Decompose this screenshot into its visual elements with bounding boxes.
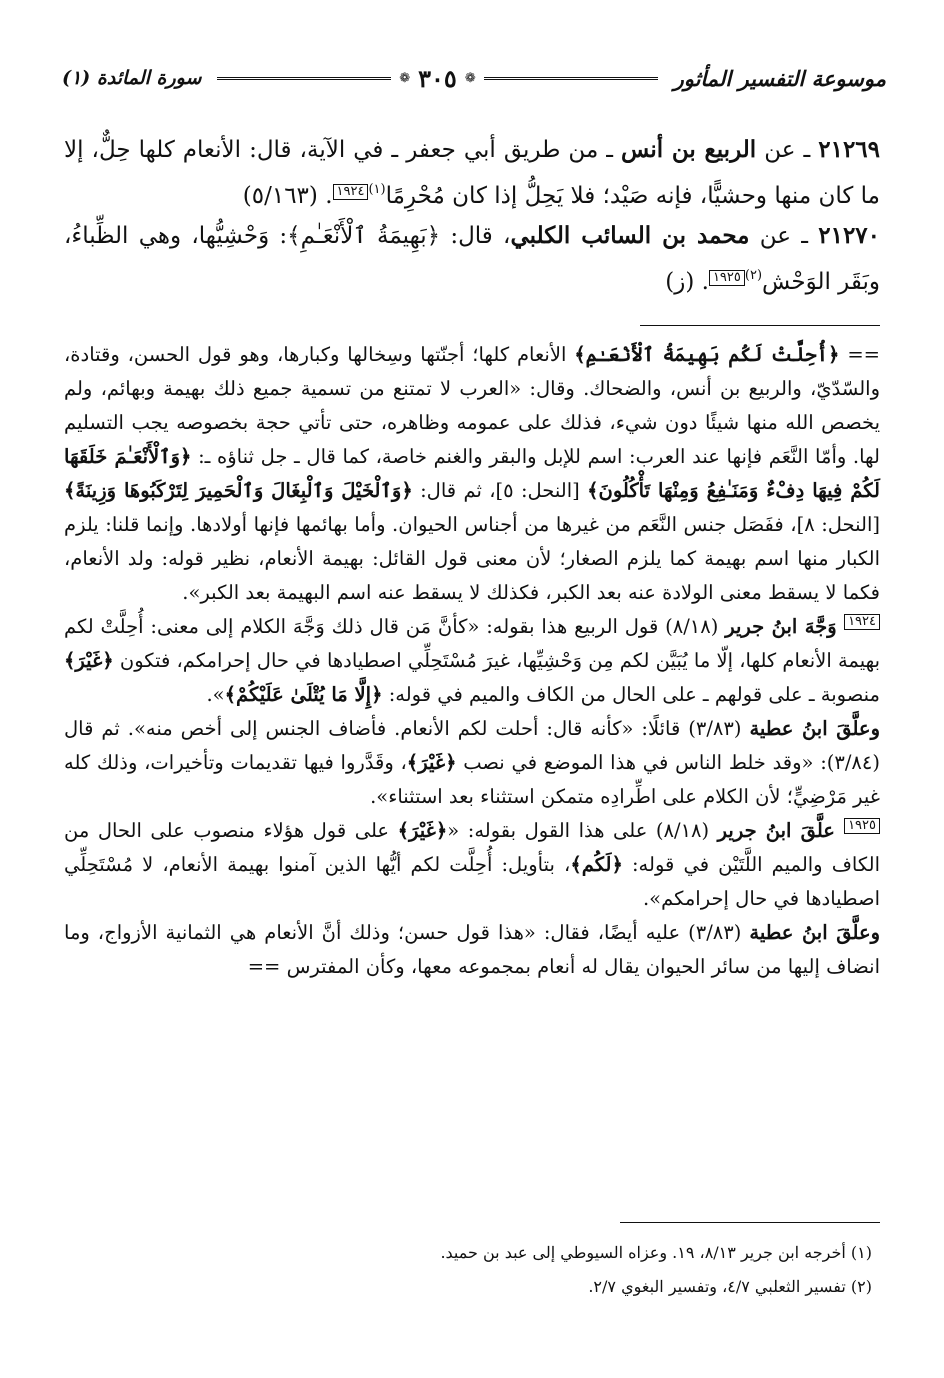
scholar-name: وَجَّهَ ابنُ جرير (725, 615, 845, 638)
entry-number: ٢١٢٦٩ (818, 136, 881, 163)
note-paragraph (64, 814, 880, 916)
note-paragraph (64, 916, 880, 984)
surah-title: سورة المائدة (١) (62, 67, 202, 89)
entry-text: ـ عن (749, 223, 808, 249)
ornament-icon: ❁ (399, 70, 411, 86)
athar-entry (64, 216, 880, 302)
note-text: (٣/٨٣) قائلًا: «كأنه قال: أحلت لكم الأنعام. فأضاف الجنس إلى أخص منه». ثم قال (٣/٨٤): «وقد خلط الناس في هذا الموضع في نصب (64, 717, 880, 774)
continuation-mark: == (839, 343, 880, 366)
quran-quote: ﴿أُحِلَّتْ لَكُم بَهِيمَةُ ٱلْأَنْعَـٰمِ﴾ (574, 343, 840, 366)
quran-quote: ﴿وَٱلْخَيْلَ وَٱلْبِغَالَ وَٱلْحَمِيرَ لِتَرْكَبُوهَا وَزِينَةً﴾ (64, 479, 413, 502)
note-box-label: ١٩٢٥ (844, 818, 880, 834)
footnotes (64, 1236, 872, 1304)
note-text: منصوبة ـ على قولهم ـ على الحال من الكاف والميم في قوله: (382, 683, 880, 706)
page-number: ٣٠٥ (418, 63, 457, 93)
main-text (64, 130, 880, 302)
quran-quote: ﴿غَيْرَ﴾ (64, 649, 114, 672)
note-box-label: ١٩٢٤ (844, 614, 880, 630)
quran-quote: ﴿غَيْرَ﴾ (397, 819, 448, 842)
quran-quote: ﴿غَيْرَ﴾ (406, 751, 457, 774)
entry-text: ، قال: ﴿بَهِيمَةُ ٱلْأَنْعَـٰمِ﴾: وَحْشِيُّها، وهي الظِّباءُ، وبَقَر الوَحْش (64, 223, 880, 295)
note-paragraph (64, 712, 880, 814)
note-text: ». (206, 683, 225, 706)
ornament-icon: ❁ (464, 70, 476, 86)
footnote-ref[interactable]: (١) (368, 182, 386, 197)
note-text: [النحل: ٥]، ثم قال: (412, 479, 588, 502)
quran-quote: ﴿لَكُم﴾ (570, 853, 623, 876)
entry-text: ـ من طريق أبي جعفر ـ في الآية، قال: الأنعام كلها حِلٌّ، إلا ما كان منها وحشيًّا، فإنه صَيْد؛ فلا يَحِلُّ إذا كان مُحْرِمًا (64, 137, 880, 209)
narrator-name: الربيع بن أنس (621, 136, 757, 163)
footnote-divider (620, 1222, 880, 1223)
entry-source: . (ز) (665, 269, 709, 295)
note-text: (٨/١٨) على هذا القول بقوله: « (447, 819, 718, 842)
narrator-name: محمد بن السائب الكلبي (510, 222, 750, 249)
entry-text: ـ عن (756, 137, 811, 163)
quran-quote: ﴿إِلَّا مَا يُتْلَىٰ عَلَيْكُمْ﴾ (224, 683, 383, 706)
scholar-name: وعلَّقَ ابنُ عطية (749, 921, 880, 944)
book-title: موسوعة التفسير المأثور (673, 65, 886, 91)
footnote-item: (١) أخرجه ابن جرير ٨/١٣، ١٩. وعزاه السيوطي إلى عبد بن حميد. (440, 1243, 872, 1262)
header-rule (217, 64, 657, 93)
footnote-item: (٢) تفسير الثعلبي ٤/٧، وتفسير البغوي ٢/٧. (588, 1277, 872, 1296)
note-box-ref[interactable]: ١٩٢٥ (709, 270, 745, 286)
footnote-ref[interactable]: (٢) (744, 268, 763, 283)
note-text: (٣/٨٣) عليه أيضًا، فقال: «هذا قول حسن؛ وذلك أنَّ الأنعام هي الثمانية الأزواج، وما انضاف إليها من سائر الحيوان يقال له أنعام بمجموعه معها، وكأن المفترس == (64, 921, 880, 978)
page-header (62, 58, 886, 98)
header-line-left (217, 77, 391, 80)
note-text: (٨/١٨) قول الربيع هذا بقوله: «كأنَّ مَن قال ذلك وَجَّهَ الكلام إلى معنى: أُحِلَّتْ لكم بهيمة الأنعام كلها، إلّا ما يُبَيَّن لكم مِن وَحْشِيِّها، غيرَ مُسْتَحِلِّي اصطيادها في حال إحرامكم، فتكون (64, 615, 880, 672)
commentary-notes (64, 338, 880, 984)
header-line-right (484, 77, 658, 80)
note-box-ref[interactable]: ١٩٢٤ (333, 184, 369, 200)
note-text: ، بتأويل: أُحِلَّت لكم أيُّها الذين آمنوا بهيمة الأنعام، لا مُسْتَحِلِّي اصطيادها في حال إحرامكم». (64, 853, 880, 910)
athar-entry (64, 130, 880, 216)
section-divider (640, 325, 880, 326)
quran-quote: ﴿وَٱلْأَنْعَـٰمَ خَلَقَهَا لَكُمْ فِيهَا دِفْءٌ وَمَنَـٰفِعُ وَمِنْهَا تَأْكُلُونَ﴾ (64, 445, 880, 502)
note-text: ، وقَدَّروا فيها تقديمات وتأخيرات، وذلك كله غير مَرْضِيٍّ؛ لأن الكلام على اطِّرادِه متمكن استثناء بعد استثناء». (64, 751, 880, 808)
entry-number: ٢١٢٧٠ (818, 222, 881, 249)
note-paragraph (64, 610, 880, 712)
note-text: على قول هؤلاء منصوب على الحال من الكاف والميم اللَّتَيْن في قوله: (64, 819, 880, 876)
note-text: الأنعام كلها؛ أجنّتها وسِخالها وكبارها، وهو قول الحسن، وقتادة، والسّدّيّ، والربيع بن أنس، والضحاك. وقال: «العرب لا تمتنع من تسمية جميع ذلك بهيمة وبهائم، ولم يخصص الله منها شيئًا دون شيء، فذلك على عمومه وظاهره، حتى تأتي حجة بخصوصه يجب التسليم لها. وأمّا النَّعَم فإنها عند العرب: اسم للإبل والبقر والغنم خاصة، كما قال ـ جل ثناؤه ـ: (64, 343, 880, 468)
entry-source: . (٥/١٦٣) (242, 183, 333, 209)
scholar-name: علَّقَ ابنُ جرير (717, 819, 845, 842)
note-text: [النحل: ٨]، ففَصَل جنس النَّعَم من غيرها من أجناس الحيوان. وأما بهائمها فإنها أولادها. وإنما قلنا: يلزم الكبار منها اسم بهيمة كما يلزم الصغار؛ لأن معنى قول القائل: بهيمة الأنعام، نظير قوله: ولد الأنعام، فكما لا يسقط معنى الولادة عنه بعد الكبر، فكذلك لا يسقط عنه اسم البهيمة بعد الكبر». (64, 513, 880, 604)
scholar-name: وعلَّقَ ابنُ عطية (749, 717, 880, 740)
note-paragraph (64, 338, 880, 610)
